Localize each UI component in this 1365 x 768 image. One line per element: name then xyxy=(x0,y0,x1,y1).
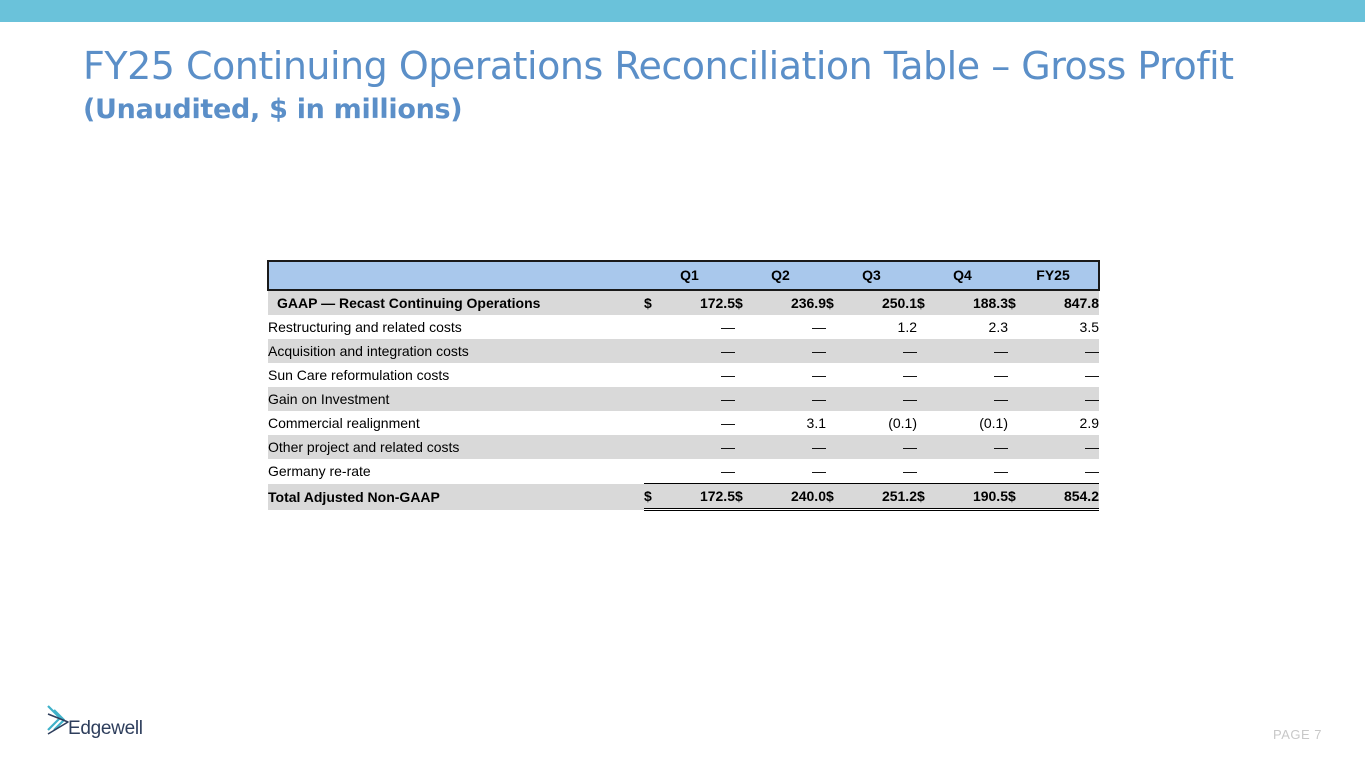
value-cell: — xyxy=(755,339,826,363)
currency-symbol-cell xyxy=(826,315,846,339)
table-row xyxy=(268,339,1099,363)
table-row xyxy=(268,411,1099,435)
currency-symbol-cell xyxy=(826,363,846,387)
table-row xyxy=(268,363,1099,387)
currency-symbol-cell xyxy=(644,363,664,387)
table-row xyxy=(268,387,1099,411)
currency-symbol-cell xyxy=(735,363,755,387)
value-cell: 190.5 xyxy=(937,484,1008,510)
currency-symbol-cell xyxy=(644,339,664,363)
currency-symbol-cell: $ xyxy=(826,484,846,510)
value-cell: 240.0 xyxy=(755,484,826,510)
value-cell: 250.1 xyxy=(846,290,917,315)
row-label: GAAP — Recast Continuing Operations xyxy=(268,290,644,315)
currency-symbol-cell xyxy=(1008,459,1028,484)
value-cell: — xyxy=(846,339,917,363)
currency-symbol-cell xyxy=(826,435,846,459)
currency-symbol-cell xyxy=(917,315,937,339)
currency-symbol-cell xyxy=(826,411,846,435)
value-cell: — xyxy=(994,367,1008,383)
value-cell: 847.8 xyxy=(1028,290,1099,315)
value-cell: 854.2 xyxy=(1028,484,1099,510)
value-cell: 236.9 xyxy=(755,290,826,315)
value-cell: — xyxy=(937,387,1008,411)
reconciliation-table xyxy=(267,260,1100,511)
row-label: Germany re-rate xyxy=(268,463,371,480)
currency-symbol-cell xyxy=(917,339,937,363)
value-cell: — xyxy=(721,367,735,383)
table-row xyxy=(268,459,1099,484)
value-cell: — xyxy=(755,387,826,411)
value-cell: — xyxy=(812,463,826,479)
edgewell-logo xyxy=(46,704,146,744)
row-label: Acquisition and integration costs xyxy=(268,339,644,363)
value-cell: — xyxy=(1085,367,1099,383)
currency-symbol-cell xyxy=(917,411,937,435)
currency-symbol-cell xyxy=(917,387,937,411)
column-header: Q4 xyxy=(917,261,1008,290)
currency-symbol-cell xyxy=(644,435,664,459)
value-cell: — xyxy=(812,319,826,335)
currency-symbol-cell xyxy=(917,435,937,459)
logo-text: Edgewell xyxy=(68,718,143,739)
table-body xyxy=(268,290,1099,510)
value-cell: 172.5 xyxy=(664,484,735,510)
value-cell: (0.1) xyxy=(979,415,1008,431)
value-cell: — xyxy=(721,415,735,431)
currency-symbol-cell: $ xyxy=(644,290,664,315)
currency-symbol-cell xyxy=(735,315,755,339)
currency-symbol-cell xyxy=(735,459,755,484)
currency-symbol-cell xyxy=(735,435,755,459)
currency-symbol-cell xyxy=(826,387,846,411)
page-number: PAGE 7 xyxy=(1272,727,1322,742)
table-row xyxy=(268,315,1099,339)
value-cell: (0.1) xyxy=(888,415,917,431)
table-header-row xyxy=(268,261,1099,290)
currency-symbol-cell: $ xyxy=(917,484,937,510)
currency-symbol-cell xyxy=(1008,435,1028,459)
currency-symbol-cell: $ xyxy=(1008,484,1028,510)
currency-symbol-cell: $ xyxy=(735,290,755,315)
currency-symbol-cell xyxy=(735,339,755,363)
currency-symbol-cell xyxy=(644,411,664,435)
currency-symbol-cell xyxy=(826,339,846,363)
value-cell: — xyxy=(755,435,826,459)
value-cell: 2.9 xyxy=(1079,415,1099,431)
value-cell: — xyxy=(664,435,735,459)
column-header: Q1 xyxy=(644,261,735,290)
value-cell: — xyxy=(1028,387,1099,411)
value-cell: — xyxy=(846,435,917,459)
value-cell: — xyxy=(937,339,1008,363)
value-cell: — xyxy=(721,463,735,479)
currency-symbol-cell xyxy=(1008,363,1028,387)
currency-symbol-cell: $ xyxy=(735,484,755,510)
total-row xyxy=(268,484,1099,510)
header-label-cell xyxy=(268,261,644,290)
value-cell: — xyxy=(903,367,917,383)
row-label: Commercial realignment xyxy=(268,415,420,431)
currency-symbol-cell xyxy=(917,459,937,484)
currency-symbol-cell: $ xyxy=(644,484,664,510)
value-cell: — xyxy=(812,367,826,383)
value-cell: — xyxy=(1028,435,1099,459)
top-accent-bar xyxy=(0,0,1365,22)
column-header: Q2 xyxy=(735,261,826,290)
value-cell: 1.2 xyxy=(897,319,917,335)
currency-symbol-cell xyxy=(735,387,755,411)
value-cell: 251.2 xyxy=(846,484,917,510)
currency-symbol-cell: $ xyxy=(826,290,846,315)
value-cell: — xyxy=(664,387,735,411)
column-header: Q3 xyxy=(826,261,917,290)
value-cell: — xyxy=(664,339,735,363)
value-cell: — xyxy=(846,387,917,411)
currency-symbol-cell: $ xyxy=(1008,290,1028,315)
value-cell: 2.3 xyxy=(988,319,1008,335)
currency-symbol-cell xyxy=(1008,411,1028,435)
row-label: Other project and related costs xyxy=(268,435,644,459)
currency-symbol-cell xyxy=(826,459,846,484)
currency-symbol-cell xyxy=(644,387,664,411)
currency-symbol-cell xyxy=(1008,387,1028,411)
value-cell: — xyxy=(903,463,917,479)
row-label: Sun Care reformulation costs xyxy=(268,367,450,383)
row-label: Gain on Investment xyxy=(268,387,644,411)
row-label: Restructuring and related costs xyxy=(268,319,462,335)
value-cell: — xyxy=(721,319,735,335)
currency-symbol-cell: $ xyxy=(917,290,937,315)
currency-symbol-cell xyxy=(1008,315,1028,339)
value-cell: 3.1 xyxy=(806,415,826,431)
table-row xyxy=(268,435,1099,459)
currency-symbol-cell xyxy=(644,315,664,339)
value-cell: — xyxy=(994,463,1008,479)
value-cell: — xyxy=(1028,339,1099,363)
value-cell: — xyxy=(1085,463,1099,479)
table-row xyxy=(268,290,1099,315)
value-cell: 3.5 xyxy=(1079,319,1099,335)
currency-symbol-cell xyxy=(644,459,664,484)
currency-symbol-cell xyxy=(917,363,937,387)
page-subtitle: (Unaudited, $ in millions) xyxy=(83,94,463,125)
value-cell: 172.5 xyxy=(664,290,735,315)
currency-symbol-cell xyxy=(735,411,755,435)
page-title: FY25 Continuing Operations Reconciliation Table – Gross Profit xyxy=(83,44,1234,88)
currency-symbol-cell xyxy=(1008,339,1028,363)
column-header: FY25 xyxy=(1008,261,1099,290)
row-label: Total Adjusted Non-GAAP xyxy=(268,484,644,510)
value-cell: — xyxy=(937,435,1008,459)
value-cell: 188.3 xyxy=(937,290,1008,315)
